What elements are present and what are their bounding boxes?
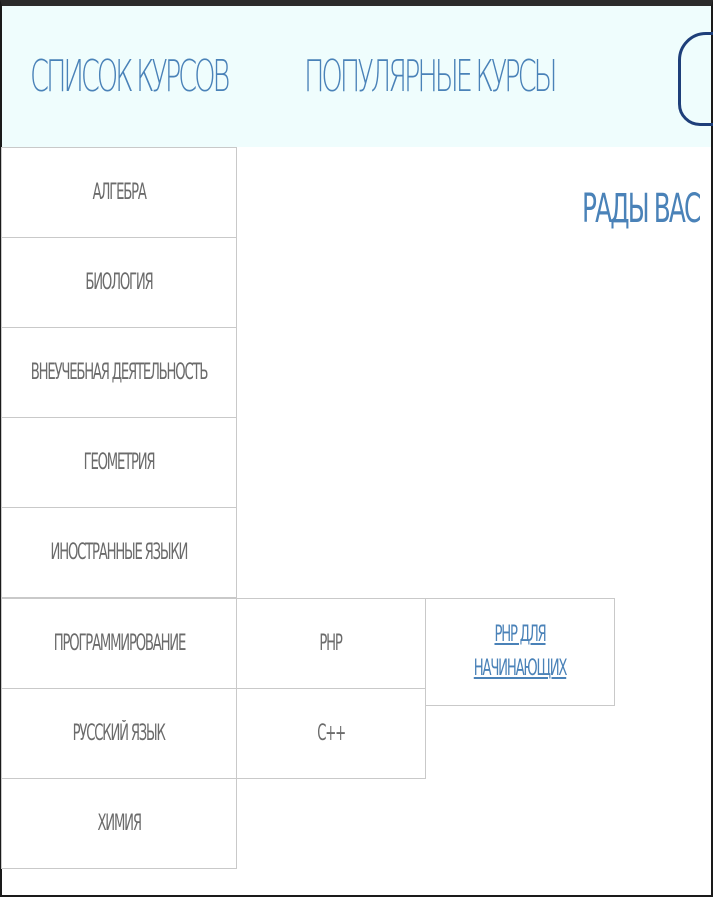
nav-course-list[interactable]: СПИСОК КУРСОВ <box>30 51 228 102</box>
category-label: ГЕОМЕТРИЯ <box>83 449 155 475</box>
subcategory-php[interactable] <box>236 598 426 689</box>
category-label: РУССКИЙ ЯЗЫК <box>72 720 166 746</box>
subcategory-label: PHP <box>319 630 343 656</box>
category-label: ПРОГРАММИРОВАНИЕ <box>53 630 185 656</box>
category-chemistry[interactable] <box>1 778 237 869</box>
category-algebra[interactable] <box>1 147 237 238</box>
course-link[interactable]: PHP ДЛЯ НАЧИНАЮЩИХ <box>473 622 567 681</box>
category-label: ИНОСТРАННЫЕ ЯЗЫКИ <box>50 539 188 565</box>
category-programming[interactable] <box>1 598 237 689</box>
category-label: ХИМИЯ <box>97 810 141 836</box>
category-geometry[interactable] <box>1 417 237 508</box>
nav-popular-courses[interactable]: ПОПУЛЯРНЫЕ КУРСЫ <box>304 51 555 102</box>
subcategory-cpp[interactable] <box>236 688 426 779</box>
category-extracurricular[interactable] <box>1 327 237 418</box>
course-php-beginners[interactable] <box>425 598 615 706</box>
category-label: БИОЛОГИЯ <box>85 269 153 295</box>
category-label: ВНЕУЧЕБНАЯ ДЕЯТЕЛЬНОСТЬ <box>30 359 208 385</box>
subcategory-label: C++ <box>317 720 345 746</box>
category-foreign-languages[interactable] <box>1 507 237 598</box>
category-russian-language[interactable] <box>1 688 237 779</box>
welcome-text: РАДЫ ВАС <box>582 186 700 232</box>
header <box>2 6 711 147</box>
category-biology[interactable] <box>1 237 237 328</box>
logo[interactable] <box>678 32 713 126</box>
category-label: АЛГЕБРА <box>92 179 146 205</box>
